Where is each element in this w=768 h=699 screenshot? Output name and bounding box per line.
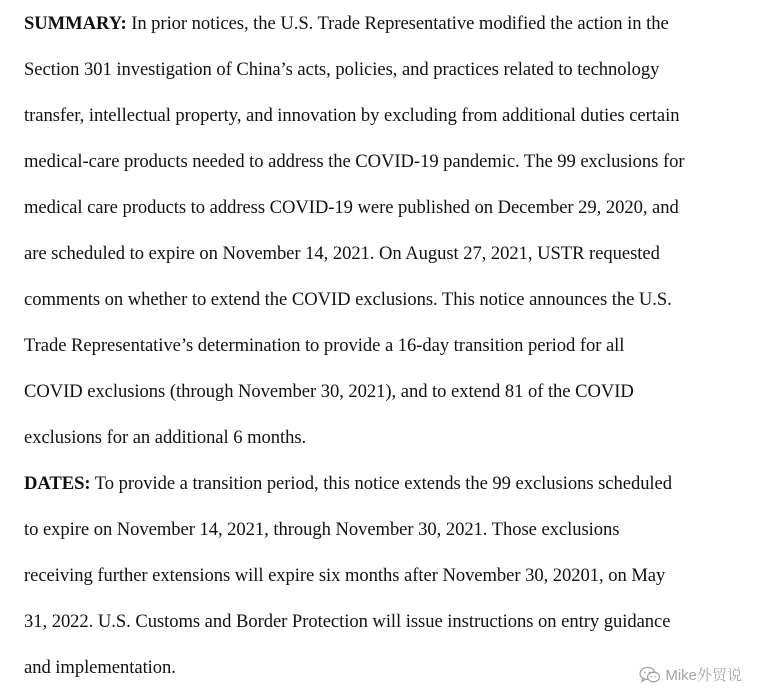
summary-line-2: Section 301 investigation of China’s acts, policies, and practices related to technology (24, 59, 660, 80)
summary-line-1 (24, 1, 754, 47)
summary-line-10: exclusions for an additional 6 months. (24, 427, 307, 448)
summary-line-4: medical-care products needed to address the COVID-19 pandemic. The 99 exclusions for (24, 151, 685, 172)
wechat-icon (639, 666, 661, 684)
dates-paragraph (24, 461, 754, 691)
summary-line-9: COVID exclusions (through November 30, 2021), and to extend 81 of the COVID (24, 381, 634, 402)
watermark-text: Mike外贸说 (665, 667, 742, 684)
dates-label: DATES: (24, 473, 91, 494)
summary-line-3: transfer, intellectual property, and innovation by excluding from additional duties certain (24, 105, 680, 126)
summary-line-7: comments on whether to extend the COVID exclusions. This notice announces the U.S. (24, 289, 672, 310)
summary-line-5: medical care products to address COVID-19 were published on December 29, 2020, and (24, 197, 679, 218)
watermark (639, 664, 742, 685)
summary-line-8: Trade Representative’s determination to provide a 16-day transition period for all (24, 335, 625, 356)
summary-label: SUMMARY: (24, 13, 127, 34)
dates-line-2: to expire on November 14, 2021, through November 30, 2021. Those exclusions (24, 519, 620, 540)
dates-line-4: 31, 2022. U.S. Customs and Border Protection will issue instructions on entry guidance (24, 611, 671, 632)
dates-line-5: and implementation. (24, 657, 176, 678)
dates-line-3: receiving further extensions will expire six months after November 30, 20201, on May (24, 565, 666, 586)
summary-line-6: are scheduled to expire on November 14, 2021. On August 27, 2021, USTR requested (24, 243, 660, 264)
summary-paragraph (24, 1, 754, 461)
document-body (24, 0, 754, 691)
dates-line-1 (24, 461, 754, 507)
dates-line-1-text: To provide a transition period, this notice extends the 99 exclusions scheduled (90, 473, 673, 494)
summary-line-1-text: In prior notices, the U.S. Trade Representative modified the action in the (126, 13, 669, 34)
